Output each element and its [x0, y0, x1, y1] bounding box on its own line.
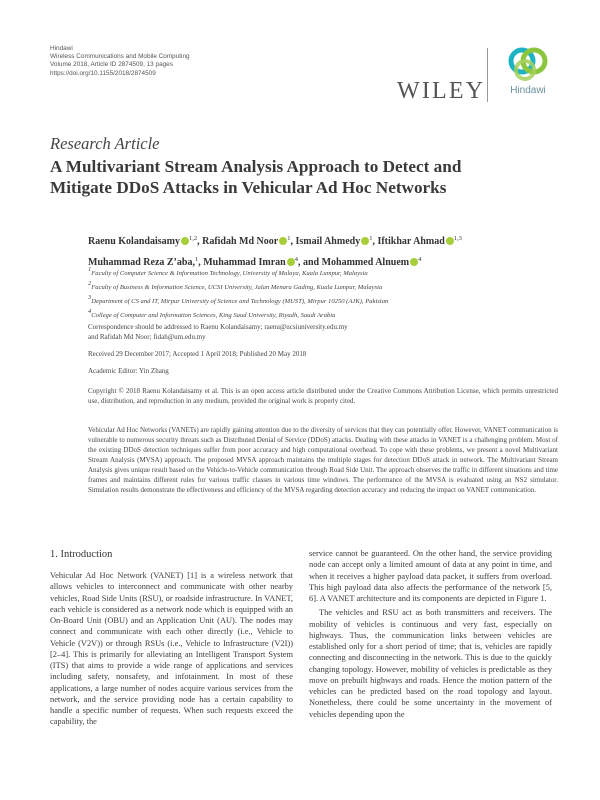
affiliation-item [88, 279, 558, 293]
author-text: Ismail Ahmedy [295, 236, 361, 247]
author-name [88, 236, 197, 247]
affiliation-text: Department of CS and IT, Mirpur University of Science and Technology (MUST), Mirpur 10250 (AJK), Pakistan [91, 298, 389, 305]
abstract: Vehicular Ad Hoc Networks (VANETs) are rapidly gaining attention due to the diversity of services that they can potentially offer. However, VANET communication is vulnerable to numerous security threats such as Distributed Denial of Service (DDoS) attacks. Dealing with these attacks in VANET is a challenging problem. Most of the existing DDoS detection techniques suffer from poor accuracy and high computational overhead. To cope with these problems, we present a novel Multivariant Stream Analysis (MVSA) approach. The proposed MVSA approach maintains the multiple stages for detection DDoS attack in network. The Multivariant Stream Analysis gives unique result based on the Vehicle-to-Vehicle communication through Road Side Unit. The approach observes the traffic in different situations and time frames and maintains different rules for various traffic classes in various time windows. The performance of the MVSA is evaluated using an NS2 simulator. Simulation results demonstrate the effectiveness and efficiency of the MVSA regarding detection accuracy and reducing the impact on VANET communication. [88, 426, 558, 494]
logo-divider [487, 48, 488, 102]
author-text: Raenu Kolandaisamy [88, 236, 180, 247]
author-affiliation-mark: 1 [369, 235, 373, 242]
affiliation-text: Faculty of Computer Science & Information Technology, University of Malaya, Kuala Lumpur, Malaysia [91, 270, 368, 277]
author-name [295, 236, 372, 247]
publication-dates: Received 29 December 2017; Accepted 1 April 2018; Published 20 May 2018 [88, 350, 307, 358]
author-affiliation-mark: 1,2 [188, 235, 198, 242]
article-title: A Multivariant Stream Analysis Approach to Detect and Mitigate DDoS Attacks in Vehicular Ad Hoc Networks [50, 157, 462, 197]
hindawi-wordmark: Hindawi [510, 85, 546, 96]
body-paragraph: service cannot be guaranteed. On the other hand, the service providing node can accept only a limited amount of data at any point in time, and when it receives a higher payload data packet, it suffers from overload. This high payload data also affects the performance of the network [5, 6]. A VANET architecture and its components are depicted in Figure 1. [309, 549, 552, 603]
body-paragraph: The vehicles and RSU act as both transmitters and receivers. The mobility of vehicles is continuous and very fast, especially on highways. Thus, the communication links between vehicles are established only for a short period of time; that is, vehicles are rapidly connecting and disconnecting in the network. This is due to the quickly changing topology. However, mobility of vehicles is predictable as they move on prebuilt highways and roads. Hence the motion pattern of the vehicles can be predicted based on the road topology and layout. Nonetheless, there could be some uncertainty in the movement of vehicles depending upon the [309, 608, 552, 719]
correspondence [88, 322, 558, 342]
article-type: Research Article [50, 134, 160, 153]
publisher-name: Hindawi [50, 45, 73, 52]
copyright-notice: Copyright © 2018 Raenu Kolandaisamy et al. This is an open access article distributed under the Creative Commons Attribution License, which permits unrestricted use, distribution, and reproduction in any medium, provided the original work is properly cited. [88, 387, 558, 405]
correspondence-line-1: Correspondence should be addressed to Raenu Kolandaisamy; raenu@ucsiuniversity.edu.my [88, 323, 348, 331]
affiliation-text: College of Computer and Information Sciences, King Saud University, Riyadh, Saudi Arabia [91, 312, 336, 319]
section-heading: 1. Introduction [50, 549, 113, 560]
hindawi-rings-icon [507, 46, 549, 84]
correspondence-line-2: and Rafidah Md Noor; fidah@um.edu.my [88, 333, 206, 341]
hindawi-logo [497, 46, 559, 96]
orcid-icon[interactable] [361, 237, 369, 245]
author-text: and Mohammed Alnuem [302, 257, 410, 268]
journal-name: Wireless Communications and Mobile Computing [50, 53, 190, 61]
author-text: Muhammad Imran [203, 257, 286, 268]
author-text: Muhammad Reza Z’aba, [88, 257, 195, 268]
affiliation-item [88, 307, 558, 321]
author-affiliation-mark: 1 [287, 235, 291, 242]
academic-editor: Academic Editor: Yin Zhang [88, 367, 169, 375]
author-affiliation-mark: 4 [418, 256, 422, 263]
wiley-logo: WILEY [397, 78, 486, 104]
journal-info [50, 45, 190, 78]
affiliation-number: 2 [88, 280, 92, 287]
journal-volume: Volume 2018, Article ID 2874509, 13 pages [50, 61, 173, 69]
affiliation-number: 1 [88, 266, 92, 273]
affiliation-number: 3 [88, 294, 92, 301]
body-paragraph: Vehicular Ad Hoc Network (VANET) [1] is a wireless network that allows vehicles to interconnect and communicate with other nearby vehicles, Road Side Units (RSU), or roadside infrastructure. In VANET, each vehicle is considered as a network node which is equipped with an On-Board Unit (OBU) and an Application Unit (AU). The nodes may connect and communicate with each other directly (i.e., Vehicle to Vehicle (V2V)) or through RSUs (i.e., Vehicle to Infrastructure (V2I)) [2–4]. This is primarily for alleviating an Intelligent Transport System (ITS) that aims to provide a wide range of applications and services including safety, nonsafety, and infotainment. In most of these applications, a large number of nodes acquire various services from the network, and the service providing node has a certain capability to handle a specific number of requests. When such requests exceed the capability, the [50, 571, 293, 727]
author-text: Rafidah Md Noor [202, 236, 279, 247]
author-list: Raenu Kolandaisamy $^{1,2}$, Rafidah Md Noor $^1$, Ismail Ahmedy $^1$, Iftikhar Ahmad $^{1,3}$ Muhammad Reza Z’aba,$^1$, Muhammad Imran $^4$, and Mohammed Alnuem $^4$ [88, 235, 462, 268]
affiliation-text: Faculty of Business & Information Science, UCSI University, Jalan Menara Gading, Kuala Lumpur, Malaysia [91, 284, 383, 291]
author-text: Iftikhar Ahmad [377, 236, 445, 247]
body-column-right [309, 548, 552, 720]
author-affiliation-mark: 1,3 [453, 235, 462, 242]
author-name [377, 236, 461, 247]
body-column-left [50, 570, 293, 728]
author-name [202, 236, 290, 247]
affiliation-list [88, 265, 558, 321]
orcid-icon[interactable] [181, 237, 189, 245]
affiliation-item [88, 293, 558, 307]
journal-doi[interactable]: https://doi.org/10.1155/2018/2874509 [50, 69, 156, 77]
author-affiliation-mark: 1 [194, 256, 199, 263]
affiliation-item [88, 265, 558, 279]
affiliation-number: 4 [88, 308, 92, 315]
author-affiliation-mark: 4 [294, 256, 298, 263]
orcid-icon[interactable] [446, 237, 454, 245]
